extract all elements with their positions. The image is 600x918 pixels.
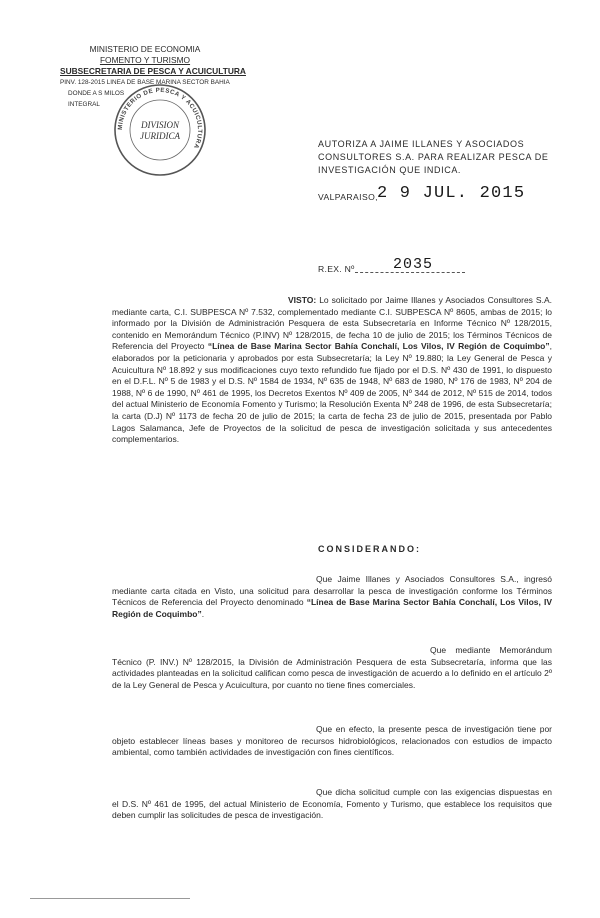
visto-paragraph bbox=[112, 295, 552, 446]
subsecretaria-name: SUBSECRETARIA DE PESCA Y ACUICULTURA bbox=[60, 66, 246, 76]
division-juridica-stamp bbox=[112, 82, 208, 178]
reference-line-2: DONDE A S MILOS bbox=[68, 90, 125, 97]
footer-rule bbox=[30, 898, 190, 899]
considerando-item-4 bbox=[112, 787, 552, 822]
considerando-heading: CONSIDERANDO: bbox=[318, 544, 422, 554]
considerando-3-text: Que en efecto, la presente pesca de investigación tiene por objeto establecer líneas bases y monitoreo de recursos hidrobiológicos, relacionados con estudios de impacto ambiental, como también actividades de investigación con fines científicos. bbox=[112, 724, 552, 758]
ministry-name: MINISTERIO DE ECONOMIA bbox=[89, 44, 201, 54]
rex-label: R.EX. Nº bbox=[318, 264, 355, 274]
resolution-date: 2 9 JUL. 2015 bbox=[377, 184, 526, 203]
considerando-1-text-b: . bbox=[201, 608, 205, 619]
visto-project-name: “Línea de Base Marina Sector Bahía Conchalí, Los Vilos, IV Región de Coquimbo” bbox=[207, 341, 550, 352]
stamp-line-1: DIVISION bbox=[141, 120, 179, 130]
visto-text-a: Lo solicitado por Jaime Illanes y Asociados Consultores S.A. mediante carta, C.I. SUBPESCA Nº 7.532, complementado mediante C.I. SUBPESCA Nº 8605, ambas de 2015; lo informado por la División de Administración Pesquera de esta Subsecretaría en Informe Técnico Nº 128/2015, contenido en Memorándum Técnico (P.INV) Nº 128/2015, de fecha 10 de julio de 2015; los Términos Técnicos de Referencia del Proyecto bbox=[112, 295, 552, 352]
considerando-1-text-a: Que Jaime Illanes y Asociados Consultores S.A., ingresó mediante carta citada en Visto, una solicitud para desarrollar la pesca de investigación conforme los Términos Técnicos de Referencia del Proyecto denominado bbox=[112, 574, 552, 608]
stamp-line-2: JURIDICA bbox=[140, 131, 180, 141]
resolution-title: AUTORIZA A JAIME ILLANES Y ASOCIADOS CONSULTORES S.A. PARA REALIZAR PESCA DE INVESTIGACIÓN QUE INDICA. bbox=[318, 139, 549, 175]
considerando-2-text: Que mediante Memorándum Técnico (P. INV.) Nº 128/2015, la División de Administración Pesquera de esta Subsecretaría, informa que las actividades planteadas en la solicitud califican como pesca de investigación de acuerdo a lo definido en el artículo 2º de la Ley General de Pesca y Acuicultura, por cuanto no tiene fines comerciales. bbox=[112, 645, 552, 690]
considerando-4-text: Que dicha solicitud cumple con las exigencias dispuestas en el D.S. Nº 461 de 1995, del actual Ministerio de Economía, Fomento y Turismo, que establece los requisitos que deben cumplir las solicitudes de pesca de investigación. bbox=[112, 787, 552, 821]
reference-line: PINV. 128-2015 LINEA DE BASE MARINA SECTOR BAHIA bbox=[60, 79, 230, 86]
stamp-ring-text: MINISTERIO DE PESCA Y ACUICULTURA bbox=[116, 86, 204, 150]
place-label: VALPARAISO, bbox=[318, 192, 378, 202]
visto-text-b: , elaborados por la peticionaria y aprobados por esta Subsecretaría; la Ley Nº 19.880; la Ley General de Pesca y Acuicultura Nº 18.892 y sus modificaciones cuyo texto refundido fue fijado por el D.S. Nº 430 de 1991, lo dispuesto en el D.F.L. Nº 5 de 1983 y el D.S. Nº 1584 de 1934, Nº 635 de 1948, Nº 683 de 1980, Nº 176 de 1983, Nº 204 de 1988, Nº 6 de 1990, Nº 461 de 1995, los Decretos Exentos Nº 409 de 2005, Nº 344 de 2012, Nº 515 de 2014, todos del actual Ministerio de Economía Fomento y Turismo; la Resolución Exenta Nº 248 de 1996, de esta Subsecretaría; la carta (D.J) Nº 1173 de fecha 20 de julio de 2015; la carta de fecha 23 de julio de 2015, presentada por Pablo Lagos Salamanca, Jefe de Proyectos de la solicitud de pesca de investigación solicitada y sus antecedentes complementarios. bbox=[112, 341, 552, 445]
considerando-item-3 bbox=[112, 724, 552, 759]
ministry-subtitle: FOMENTO Y TURISMO bbox=[99, 55, 191, 65]
reference-line-3: INTEGRAL bbox=[68, 101, 100, 108]
considerando-1-project-name: “Línea de Base Marina Sector Bahía Conchalí, Los Vilos, IV Región de Coquimbo” bbox=[112, 597, 552, 619]
considerando-item-2 bbox=[112, 645, 552, 691]
visto-label: VISTO: bbox=[288, 295, 317, 305]
rex-number: 2035 bbox=[393, 256, 434, 273]
considerando-item-1 bbox=[112, 574, 552, 620]
